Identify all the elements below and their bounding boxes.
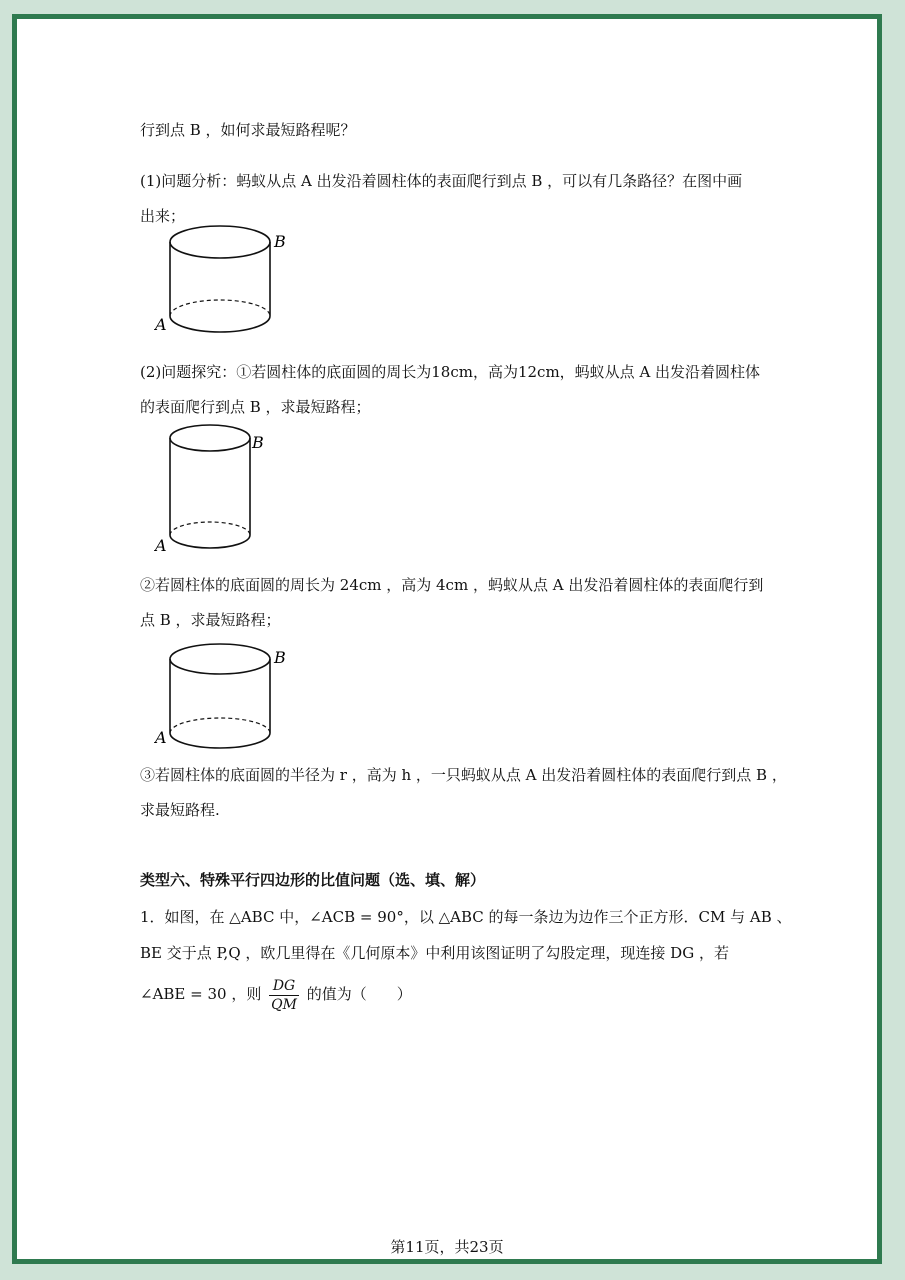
point-a-label: A bbox=[155, 315, 167, 334]
question-1-text-cont: 出来； bbox=[140, 207, 186, 225]
cylinder-figure-3 bbox=[154, 631, 294, 753]
point-b-label: B bbox=[274, 648, 286, 667]
point-b-label: B bbox=[252, 433, 264, 452]
problem-1-text: 1．如图，在 △ABC 中，∠ACB = 90°，以 △ABC 的每一条边为边作三个正方形．CM 与 AB 、 bbox=[140, 908, 792, 926]
point-a-label: A bbox=[155, 728, 167, 747]
question-3-text: ②若圆柱体的底面圆的周长为 24cm ，高为 4cm ，蚂蚁从点 A 出发沿着圆柱体的表面爬行到 bbox=[140, 576, 764, 594]
fraction-dg-over-qm bbox=[269, 977, 299, 1014]
problem-1-question-tail: 的值为（ ） bbox=[306, 985, 412, 1003]
problem-1-angle-text: ∠ABE = 30 ，则 bbox=[140, 985, 262, 1003]
text-line: 行到点 B ，如何求最短路程呢？ bbox=[140, 121, 356, 139]
point-a-label: A bbox=[155, 536, 167, 555]
cylinder-figure-1 bbox=[154, 224, 294, 344]
page-frame bbox=[12, 14, 882, 1264]
point-b-label: B bbox=[274, 232, 286, 251]
question-3-text-cont: 点 B ，求最短路程； bbox=[140, 611, 281, 629]
section-heading: 类型六、特殊平行四边形的比值问题（选、填、解） bbox=[140, 871, 486, 889]
question-4-text-cont: 求最短路程. bbox=[140, 801, 220, 819]
problem-1-text-last bbox=[140, 975, 412, 1014]
problem-1-text-cont: BE 交于点 P,Q ，欧几里得在《几何原本》中利用该图证明了勾股定理，现连接 DG ，若 bbox=[140, 944, 729, 962]
question-2-text: (2)问题探究：①若圆柱体的底面圆的周长为18cm，高为12cm，蚂蚁从点 A 出发沿着圆柱体 bbox=[140, 363, 761, 381]
question-4-text: ③若圆柱体的底面圆的半径为 r ，高为 h ，一只蚂蚁从点 A 出发沿着圆柱体的表面爬行到点 B ， bbox=[140, 766, 787, 784]
page-footer: 第11页，共23页 bbox=[390, 1238, 504, 1256]
cylinder-figure-2 bbox=[154, 417, 284, 559]
fraction-denominator: QM bbox=[271, 996, 297, 1013]
fraction-numerator: DG bbox=[269, 977, 299, 996]
question-2-text-cont: 的表面爬行到点 B ，求最短路程； bbox=[140, 398, 371, 416]
question-1-text: (1)问题分析：蚂蚁从点 A 出发沿着圆柱体的表面爬行到点 B ，可以有几条路径？在图中画 bbox=[140, 172, 743, 190]
